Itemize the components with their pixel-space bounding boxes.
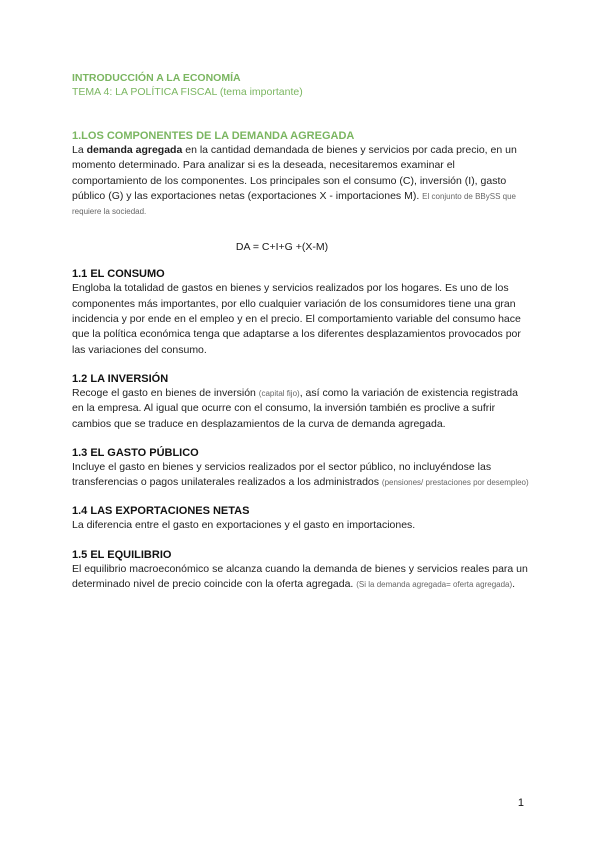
paragraph-consumo: Engloba la totalidad de gastos en bienes y servicios realizados por los hogares. Es uno de los componentes más importantes, por ello cualquier variación de los consumidores tiene una gran incidencia y por ende en el empleo y en el precio. El comportamiento variable del consumo hace que la política económica tenga que adaptarse a los diferentes desplazamientos provocados por las variaciones del consumo. bbox=[72, 282, 521, 356]
paragraph-inversion bbox=[72, 386, 532, 432]
document-title: INTRODUCCIÓN A LA ECONOMÍA bbox=[72, 72, 241, 84]
inline-note-pensiones: (pensiones/ prestaciones por desempleo) bbox=[381, 478, 529, 488]
subsection-heading-inversion: 1.2 LA INVERSIÓN bbox=[72, 372, 169, 385]
subsection-heading-gasto-publico: 1.3 EL GASTO PÚBLICO bbox=[72, 446, 199, 459]
document-subtitle: TEMA 4: LA POLÍTICA FISCAL (tema importante) bbox=[72, 86, 303, 98]
paragraph-exportaciones: La diferencia entre el gasto en exportaciones y el gasto en importaciones. bbox=[72, 519, 416, 532]
inline-note-capital-fijo: (capital fijo) bbox=[258, 388, 300, 398]
inversion-text-b: , así como la variación de existencia registrada en la empresa. Al igual que ocurre con el consumo, la inversión también es proclive a sufrir cambios que se traduce en desplazamientos de la curva de demanda agregada. bbox=[72, 386, 518, 430]
equilibrio-tail: . bbox=[512, 578, 516, 591]
section-heading-componentes: 1.LOS COMPONENTES DE LA DEMANDA AGREGADA bbox=[72, 130, 355, 142]
paragraph-equilibrio bbox=[72, 562, 532, 593]
inversion-text-a: Recoge el gasto en bienes de inversión bbox=[72, 386, 259, 399]
subsection-heading-consumo: 1.1 EL CONSUMO bbox=[72, 268, 165, 281]
inline-note-bbyss: El conjunto de BBySS que requiere la sociedad. bbox=[72, 191, 516, 217]
gasto-text: Incluye el gasto en bienes y servicios realizados por el sector público, no incluyéndose las transferencias o pagos unilaterales realizados a los administrados bbox=[72, 460, 492, 489]
inline-note-oferta-agregada: (Si la demanda agregada= oferta agregada) bbox=[356, 580, 513, 590]
subsection-heading-exportaciones: 1.4 LAS EXPORTACIONES NETAS bbox=[72, 505, 250, 518]
equilibrio-text: El equilibrio macroeconómico se alcanza cuando la demanda de bienes y servicios reales para un determinado nivel de precio coincide con la oferta agregada. bbox=[72, 562, 528, 591]
paragraph-demanda-agregada bbox=[72, 143, 532, 219]
paragraph-gasto-publico bbox=[72, 460, 532, 491]
paragraph-text-start: La bbox=[72, 144, 87, 156]
page-content bbox=[72, 71, 532, 592]
paragraph-text-body: en la cantidad demandada de bienes y servicios por cada precio, en un momento determinado. Para analizar si es la deseada, necesitaremos examinar el comportamiento de los componentes. Los principales son el consumo (C), inversión (I), gasto público (G) y las exportaciones netas (exportaciones X - importaciones M). bbox=[72, 144, 517, 202]
bold-term-demanda-agregada: demanda agregada bbox=[86, 144, 183, 156]
subsection-heading-equilibrio: 1.5 EL EQUILIBRIO bbox=[72, 548, 172, 561]
formula-da: DA = C+I+G +(X-M) bbox=[235, 241, 329, 254]
page-number: 1 bbox=[517, 797, 524, 809]
